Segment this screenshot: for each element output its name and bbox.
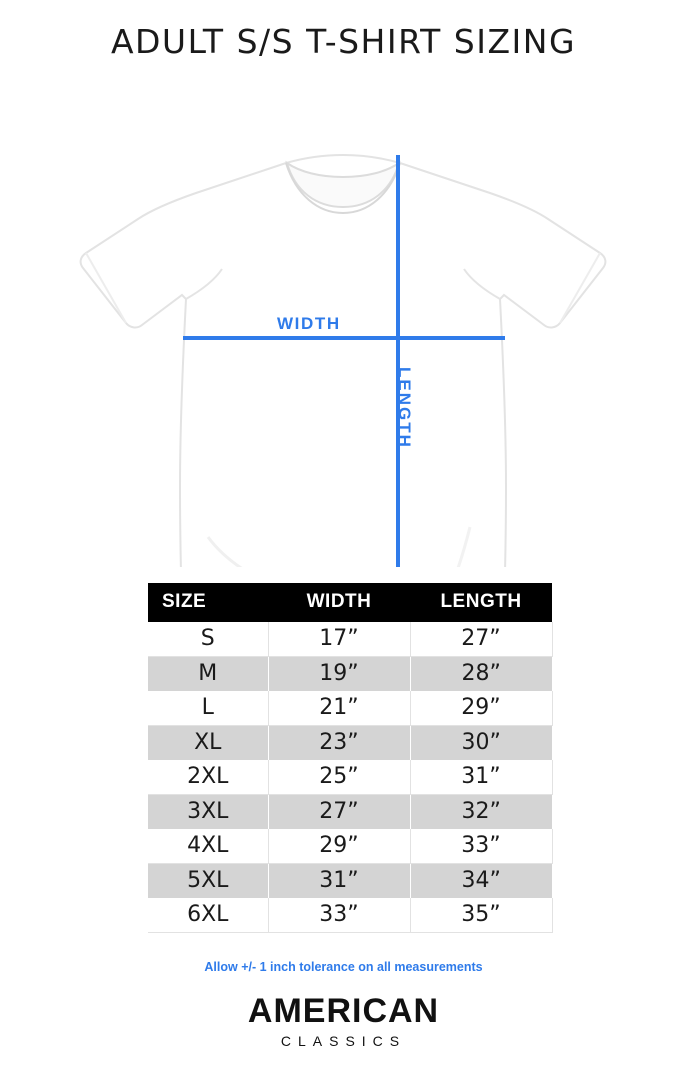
cell-size: M <box>148 657 268 692</box>
column-header-width: WIDTH <box>268 583 410 622</box>
cell-size: 4XL <box>148 829 268 864</box>
table-row <box>148 760 552 795</box>
cell-width: 29” <box>268 829 410 864</box>
cell-width: 23” <box>268 726 410 761</box>
cell-width: 19” <box>268 657 410 692</box>
tshirt-illustration <box>0 67 687 567</box>
cell-length: 33” <box>410 829 552 864</box>
cell-width: 33” <box>268 898 410 933</box>
table-row <box>148 795 552 830</box>
brand-name: AMERICAN <box>247 992 440 1030</box>
cell-size: 3XL <box>148 795 268 830</box>
cell-length: 27” <box>410 622 552 657</box>
cell-length: 34” <box>410 864 552 899</box>
cell-length: 32” <box>410 795 552 830</box>
size-table <box>148 583 553 933</box>
cell-width: 25” <box>268 760 410 795</box>
table-row <box>148 898 552 933</box>
cell-width: 31” <box>268 864 410 899</box>
cell-length: 29” <box>410 691 552 726</box>
table-row <box>148 864 552 899</box>
width-label: WIDTH <box>277 314 341 333</box>
cell-length: 31” <box>410 760 552 795</box>
table-row <box>148 726 552 761</box>
cell-width: 27” <box>268 795 410 830</box>
table-row <box>148 691 552 726</box>
cell-length: 28” <box>410 657 552 692</box>
table-row <box>148 657 552 692</box>
cell-length: 30” <box>410 726 552 761</box>
brand-tagline: CLASSICS <box>280 1033 407 1049</box>
table-row <box>148 622 552 657</box>
table-header-row <box>148 583 552 622</box>
size-table-container <box>148 583 538 933</box>
length-label: LENGTH <box>395 367 414 449</box>
cell-size: S <box>148 622 268 657</box>
cell-size: XL <box>148 726 268 761</box>
cell-size: 5XL <box>148 864 268 899</box>
column-header-length: LENGTH <box>410 583 552 622</box>
cell-size: 2XL <box>148 760 268 795</box>
brand-logo <box>0 992 687 1049</box>
cell-length: 35” <box>410 898 552 933</box>
column-header-size: SIZE <box>148 583 268 622</box>
cell-width: 21” <box>268 691 410 726</box>
cell-width: 17” <box>268 622 410 657</box>
cell-size: L <box>148 691 268 726</box>
tolerance-note: Allow +/- 1 inch tolerance on all measurements <box>204 960 483 974</box>
shirt-diagram <box>0 67 687 567</box>
table-row <box>148 829 552 864</box>
page-title: ADULT S/S T-SHIRT SIZING <box>110 22 577 61</box>
cell-size: 6XL <box>148 898 268 933</box>
